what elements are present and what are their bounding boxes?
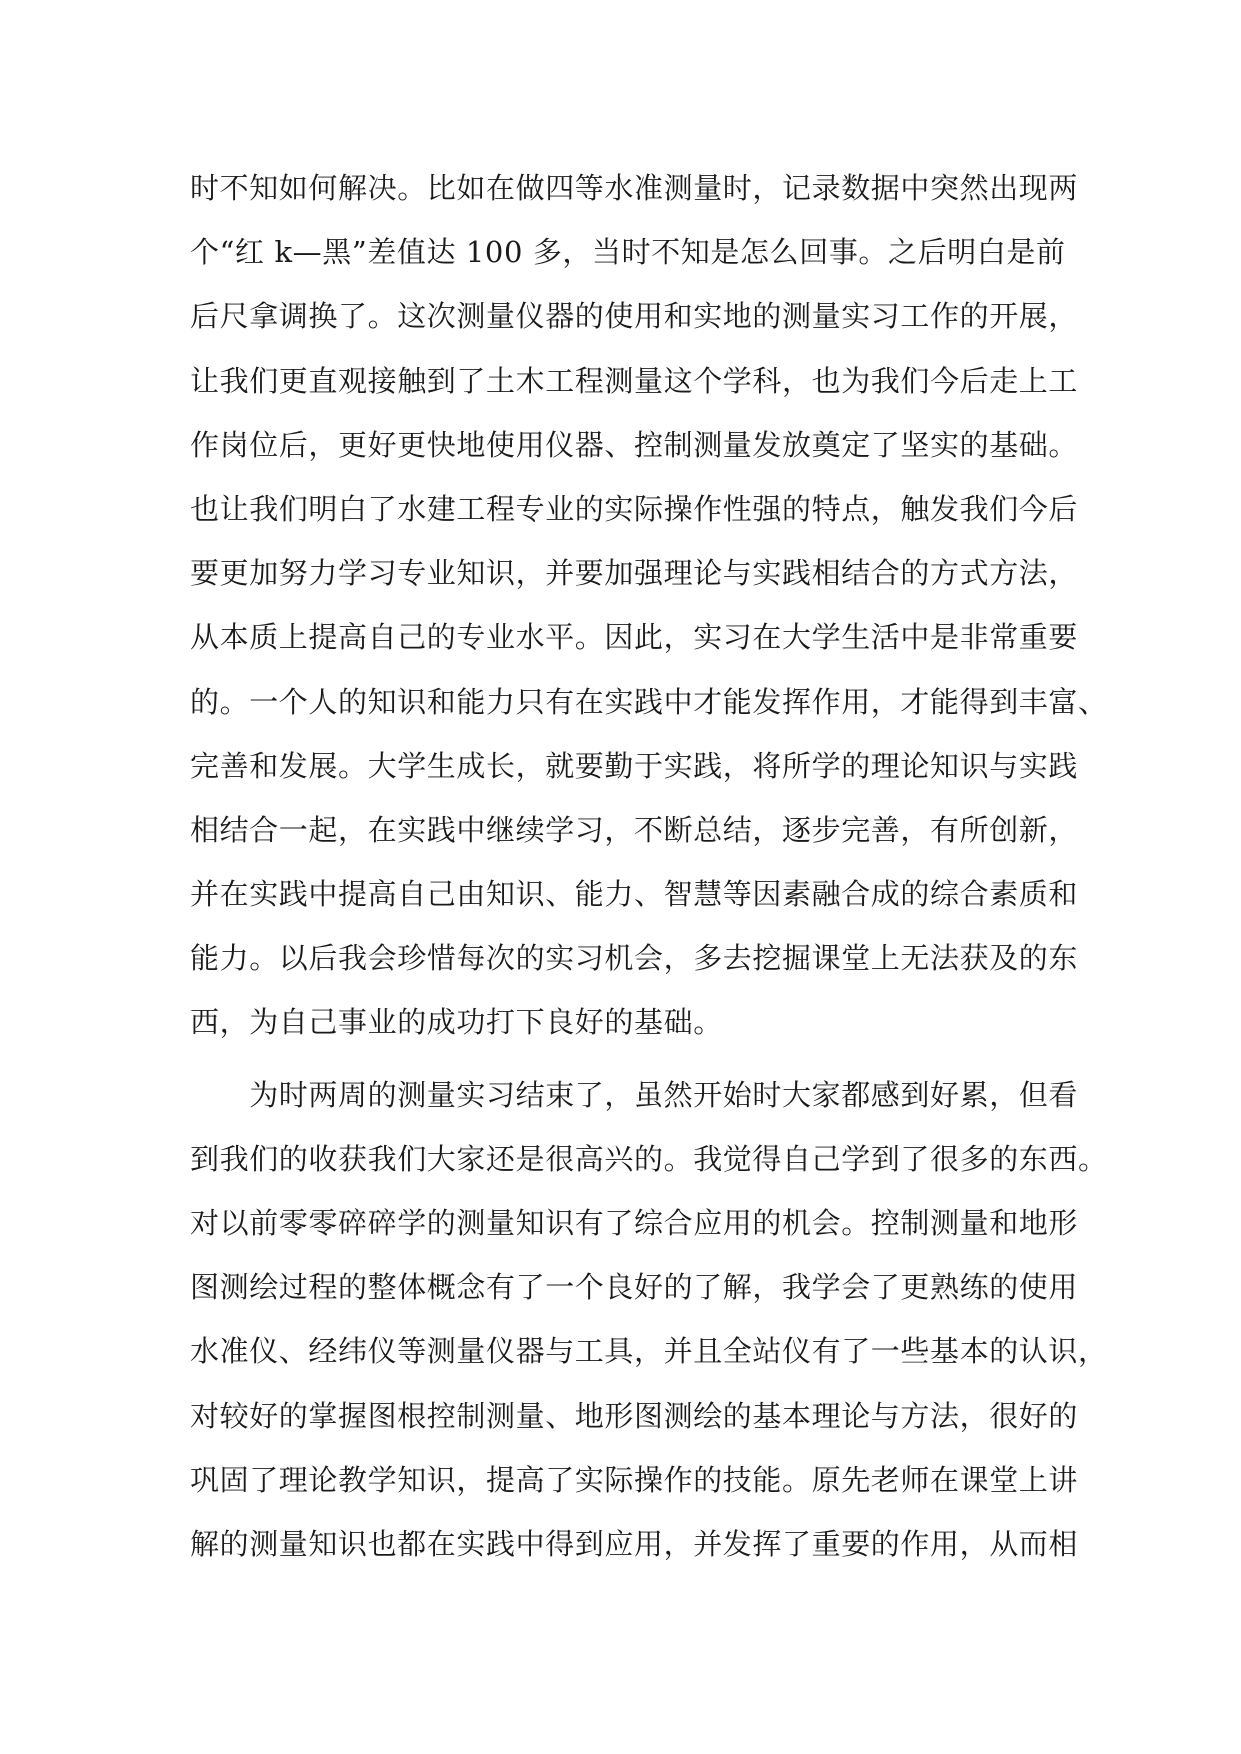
paragraph-gap: [190, 1055, 1070, 1063]
text-line: 解的测量知识也都在实践中得到应用，并发挥了重要的作用，从而相: [190, 1526, 1079, 1561]
text-line: 作岗位后，更好更快地使用仪器、控制测量发放奠定了坚实的基础。: [190, 427, 1079, 462]
text-line: 图测绘过程的整体概念有了一个良好的了解，我学会了更熟练的使用: [190, 1270, 1079, 1305]
text-line: 到我们的收获我们大家还是很高兴的。我觉得自己学到了很多的东西。: [190, 1141, 1108, 1176]
text-line: 也让我们明白了水建工程专业的实际操作性强的特点，触发我们今后: [190, 491, 1079, 526]
text-line: 要更加努力学习专业知识，并要加强理论与实践相结合的方式方法，: [190, 556, 1079, 591]
text-line: 让我们更直观接触到了土木工程测量这个学科，也为我们今后走上工: [190, 363, 1079, 398]
text-line: 水准仪、经纬仪等测量仪器与工具，并且全站仪有了一些基本的认识，: [190, 1334, 1108, 1369]
text-line: 个“红 k—黑”差值达 100 多，当时不知是怎么回事。之后明白是前: [190, 235, 1066, 270]
text-line: 能力。以后我会珍惜每次的实习机会，多去挖掘课堂上无法获及的东: [190, 941, 1079, 976]
text-line: 并在实践中提高自己由知识、能力、智慧等因素融合成的综合素质和: [190, 877, 1079, 912]
text-line: 对以前零零碎碎学的测量知识有了综合应用的机会。控制测量和地形: [190, 1206, 1079, 1240]
text-line: 相结合一起，在实践中继续学习，不断总结，逐步完善，有所创新，: [190, 812, 1079, 847]
text-line: 的。一个人的知识和能力只有在实践中才能发挥作用，才能得到丰富、: [190, 684, 1108, 719]
text-line: 巩固了理论教学知识，提高了实际操作的技能。原先老师在课堂上讲: [190, 1462, 1079, 1497]
text-line: 后尺拿调换了。这次测量仪器的使用和实地的测量实习工作的开展，: [190, 299, 1079, 334]
text-line: 对较好的掌握图根控制测量、地形图测绘的基本理论与方法，很好的: [190, 1398, 1079, 1433]
text-line: 西，为自己事业的成功打下良好的基础。: [190, 1005, 723, 1040]
text-line: 时不知如何解决。比如在做四等水准测量时，记录数据中突然出现两: [190, 171, 1079, 205]
paragraph-2: [190, 1063, 1108, 1577]
body-text: [190, 156, 1108, 1576]
text-line: 从本质上提高自己的专业水平。因此，实习在大学生活中是非常重要: [190, 620, 1079, 655]
text-line: 完善和发展。大学生成长，就要勤于实践，将所学的理论知识与实践: [190, 748, 1079, 783]
text-line: 为时两周的测量实习结束了，虽然开始时大家都感到好累，但看: [190, 1077, 1079, 1112]
paragraph-1: [190, 156, 1108, 1055]
